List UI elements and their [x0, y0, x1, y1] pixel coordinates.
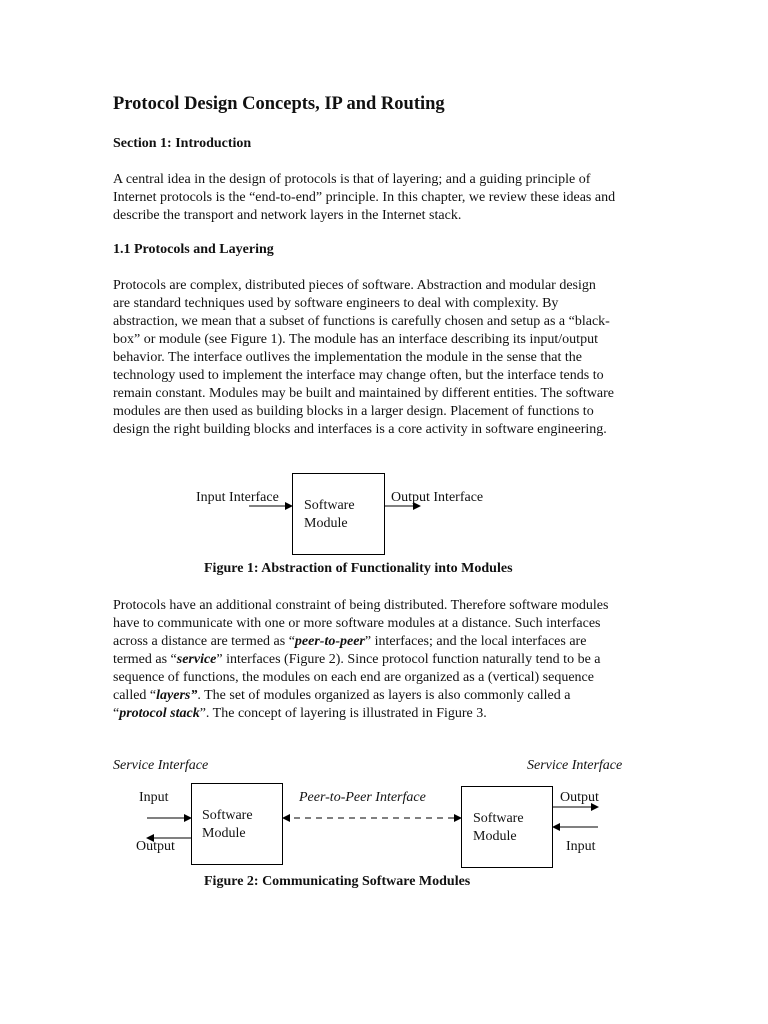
section-1-heading: Section 1: Introduction: [113, 136, 252, 151]
text-segment: “: [113, 706, 120, 721]
peer-to-peer-term: peer-to-peer: [294, 634, 365, 649]
figure-1-caption: Figure 1: Abstraction of Functionality into Modules: [204, 561, 513, 576]
service-term: service: [176, 652, 217, 667]
text-line: box” or module (see Figure 1). The module has an interface describing its input/output: [113, 332, 598, 347]
figure-2-caption: Figure 2: Communicating Software Modules: [204, 874, 471, 889]
text-line: Protocols are complex, distributed pieces of software. Abstraction and modular design: [113, 278, 596, 293]
subsection-1-1-heading: 1.1 Protocols and Layering: [113, 242, 274, 257]
text-line: design the right building blocks and interfaces is a core activity in software engineering.: [113, 422, 607, 437]
left-output-label: Output: [136, 839, 175, 854]
input-interface-label: Input Interface: [196, 490, 279, 505]
right-output-label: Output: [560, 790, 599, 805]
peer-to-peer-interface-label: Peer-to-Peer Interface: [299, 790, 426, 805]
module-label-line: Module: [304, 516, 348, 531]
text-line: A central idea in the design of protocols is that of layering; and a guiding principle of: [113, 172, 591, 187]
module-label-line: Module: [473, 829, 517, 844]
output-interface-label: Output Interface: [391, 490, 484, 505]
service-interface-left-label: Service Interface: [113, 758, 209, 773]
text-segment: termed as “: [113, 652, 177, 667]
protocol-stack-term: protocol stack: [119, 706, 200, 721]
text-line: Internet protocols is the “end-to-end” principle. In this chapter, we review these ideas and: [113, 190, 616, 205]
text-segment: ” interfaces; and the local interfaces are: [364, 634, 587, 649]
text-line: remain constant. Modules may be built and maintained by different entities. The software: [113, 386, 615, 401]
text-line: behavior. The interface outlives the implementation the module in the sense that the: [113, 350, 582, 365]
text-line: technology used to implement the interface may change often, but the interface tends to: [113, 368, 604, 383]
left-software-module-box: [191, 783, 283, 865]
text-line: Protocols have an additional constraint of being distributed. Therefore software modules: [113, 598, 609, 613]
text-line: have to communicate with one or more software modules at a distance. Such interfaces: [113, 616, 601, 631]
text-line: are standard techniques used by software engineers to deal with complexity. By: [113, 296, 559, 311]
text-line: describe the transport and network layers in the Internet stack.: [113, 208, 462, 223]
text-segment: ”. The concept of layering is illustrated in Figure 3.: [199, 706, 487, 721]
text-line: abstraction, we mean that a subset of functions is carefully chosen and setup as a “black-: [113, 314, 610, 329]
module-label-line: Software: [304, 498, 355, 513]
text-line: sequence of functions, the modules on each end are organized as a (vertical) sequence: [113, 670, 594, 685]
right-input-label: Input: [566, 839, 596, 854]
text-segment: ” interfaces (Figure 2). Since protocol function naturally tend to be a: [216, 652, 601, 667]
module-label-line: Software: [202, 808, 253, 823]
layers-term: layers”: [156, 688, 198, 703]
service-interface-right-label: Service Interface: [527, 758, 623, 773]
module-label-line: Software: [473, 811, 524, 826]
text-line: modules are then used as building blocks in a larger design. Placement of functions to: [113, 404, 594, 419]
right-software-module-box: [461, 786, 553, 868]
text-segment: across a distance are termed as “: [113, 634, 295, 649]
text-segment: . The set of modules organized as layers is also commonly called a: [197, 688, 571, 703]
left-input-label: Input: [139, 790, 169, 805]
document-title: Protocol Design Concepts, IP and Routing: [113, 94, 445, 114]
module-label-line: Module: [202, 826, 246, 841]
text-segment: called “: [113, 688, 157, 703]
